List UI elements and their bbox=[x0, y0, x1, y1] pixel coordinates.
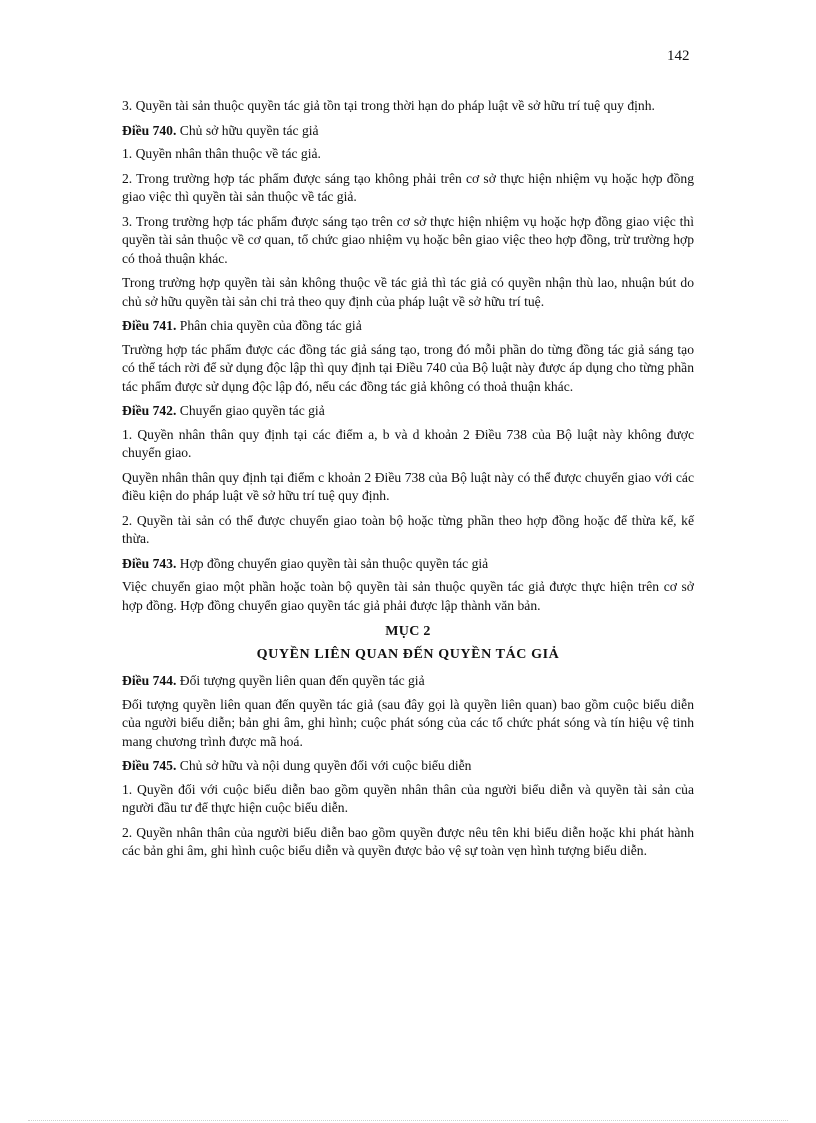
section-label: MỤC 2 bbox=[385, 624, 431, 639]
article-title: Chủ sở hữu và nội dung quyền đối với cuộc biểu diễn bbox=[179, 758, 472, 773]
paragraph: Việc chuyển giao một phần hoặc toàn bộ quyền tài sản thuộc quyền tác giả được thực hiện trên cơ sở hợp đồng. Hợp đồng chuyển giao quyền tác giả phải được lập thành văn bản. bbox=[122, 579, 694, 613]
paragraph: 2. Quyền nhân thân của người biểu diễn bao gồm quyền được nêu tên khi biểu diễn hoặc khi phát hành các bản ghi âm, ghi hình cuộc biểu diễn và quyền được bảo vệ sự toàn vẹn hình tượng biểu diễn. bbox=[122, 824, 694, 858]
article-title: Đối tượng quyền liên quan đến quyền tác giả bbox=[179, 673, 425, 688]
paragraph: 1. Quyền nhân thân thuộc về tác giả. bbox=[122, 146, 321, 161]
article-heading bbox=[122, 317, 694, 336]
paragraph: Trong trường hợp quyền tài sản không thuộc về tác giả thì tác giả có quyền nhận thù lao, nhuận bút do chủ sở hữu quyền tài sản chi trả theo quy định của pháp luật về sở hữu trí tuệ. bbox=[122, 275, 694, 309]
article-title: Hợp đồng chuyển giao quyền tài sản thuộc quyền tác giả bbox=[179, 555, 489, 571]
paragraph: 2. Trong trường hợp tác phẩm được sáng tạo không phải trên cơ sở thực hiện nhiệm vụ hoặc hợp đồng giao việc thì quyền tài sản thuộc về tác giả. bbox=[122, 170, 694, 204]
paragraph: 1. Quyền nhân thân quy định tại các điểm a, b và d khoản 2 Điều 738 của Bộ luật này không được chuyển giao. bbox=[122, 426, 694, 460]
article-number: Điều 745. bbox=[122, 758, 177, 773]
paragraph: 3. Trong trường hợp tác phẩm được sáng tạo trên cơ sở thực hiện nhiệm vụ hoặc hợp đồng giao việc thì quyền tài sản thuộc về cơ quan, tổ chức giao nhiệm vụ hoặc bên giao việc theo hợp đồng, trừ trường hợp có thoả thuận khác. bbox=[122, 213, 694, 266]
article-number: Điều 741. bbox=[122, 318, 177, 333]
document-body bbox=[122, 97, 694, 867]
paragraph: 2. Quyền tài sản có thể được chuyển giao toàn bộ hoặc từng phần theo hợp đồng hoặc để thừa kế, kế thừa. bbox=[122, 512, 694, 546]
article-heading bbox=[122, 672, 694, 691]
page-bottom-divider bbox=[28, 1120, 788, 1121]
paragraph: Quyền nhân thân quy định tại điểm c khoản 2 Điều 738 của Bộ luật này có thể được chuyển giao với các điều kiện do pháp luật về sở hữu trí tuệ quy định. bbox=[122, 469, 694, 503]
articles-before-section bbox=[122, 97, 694, 615]
article-heading bbox=[122, 402, 694, 421]
article-heading bbox=[122, 122, 694, 141]
article-title: Chủ sở hữu quyền tác giả bbox=[179, 122, 319, 138]
paragraph: Trường hợp tác phẩm được các đồng tác giả sáng tạo, trong đó mỗi phần do từng đồng tác giả sáng tạo có thể tách rời để sử dụng độc lập thì quy định tại Điều 740 của Bộ luật này được áp dụng cho từng phần tác phẩm được sử dụng độc lập đó, nếu các đồng tác giả không có thoả thuận khác. bbox=[122, 341, 694, 394]
paragraph: Đối tượng quyền liên quan đến quyền tác giả (sau đây gọi là quyền liên quan) bao gồm cuộc biểu diễn của người biểu diễn; bản ghi âm, ghi hình; cuộc phát sóng của các tổ chức phát sóng và tín hiệu vệ tinh mang chương trình được mã hoá. bbox=[122, 696, 694, 749]
article-number: Điều 740. bbox=[122, 122, 177, 138]
article-number: Điều 744. bbox=[122, 673, 177, 688]
paragraph: 1. Quyền đối với cuộc biểu diễn bao gồm quyền nhân thân của người biểu diễn và quyền tài sản của người đầu tư để thực hiện cuộc biểu diễn. bbox=[122, 781, 694, 815]
paragraph: 3. Quyền tài sản thuộc quyền tác giả tồn tại trong thời hạn do pháp luật về sở hữu trí tuệ quy định. bbox=[122, 98, 655, 113]
article-title: Phân chia quyền của đồng tác giả bbox=[179, 318, 362, 333]
article-heading bbox=[122, 757, 694, 776]
article-heading bbox=[122, 555, 694, 574]
section-title: QUYỀN LIÊN QUAN ĐẾN QUYỀN TÁC GIẢ bbox=[256, 646, 560, 662]
articles-after-section bbox=[122, 672, 694, 861]
article-number: Điều 743. bbox=[122, 555, 177, 571]
article-title: Chuyển giao quyền tác giả bbox=[179, 403, 325, 418]
page-number: 142 bbox=[667, 48, 690, 64]
article-number: Điều 742. bbox=[122, 403, 177, 418]
